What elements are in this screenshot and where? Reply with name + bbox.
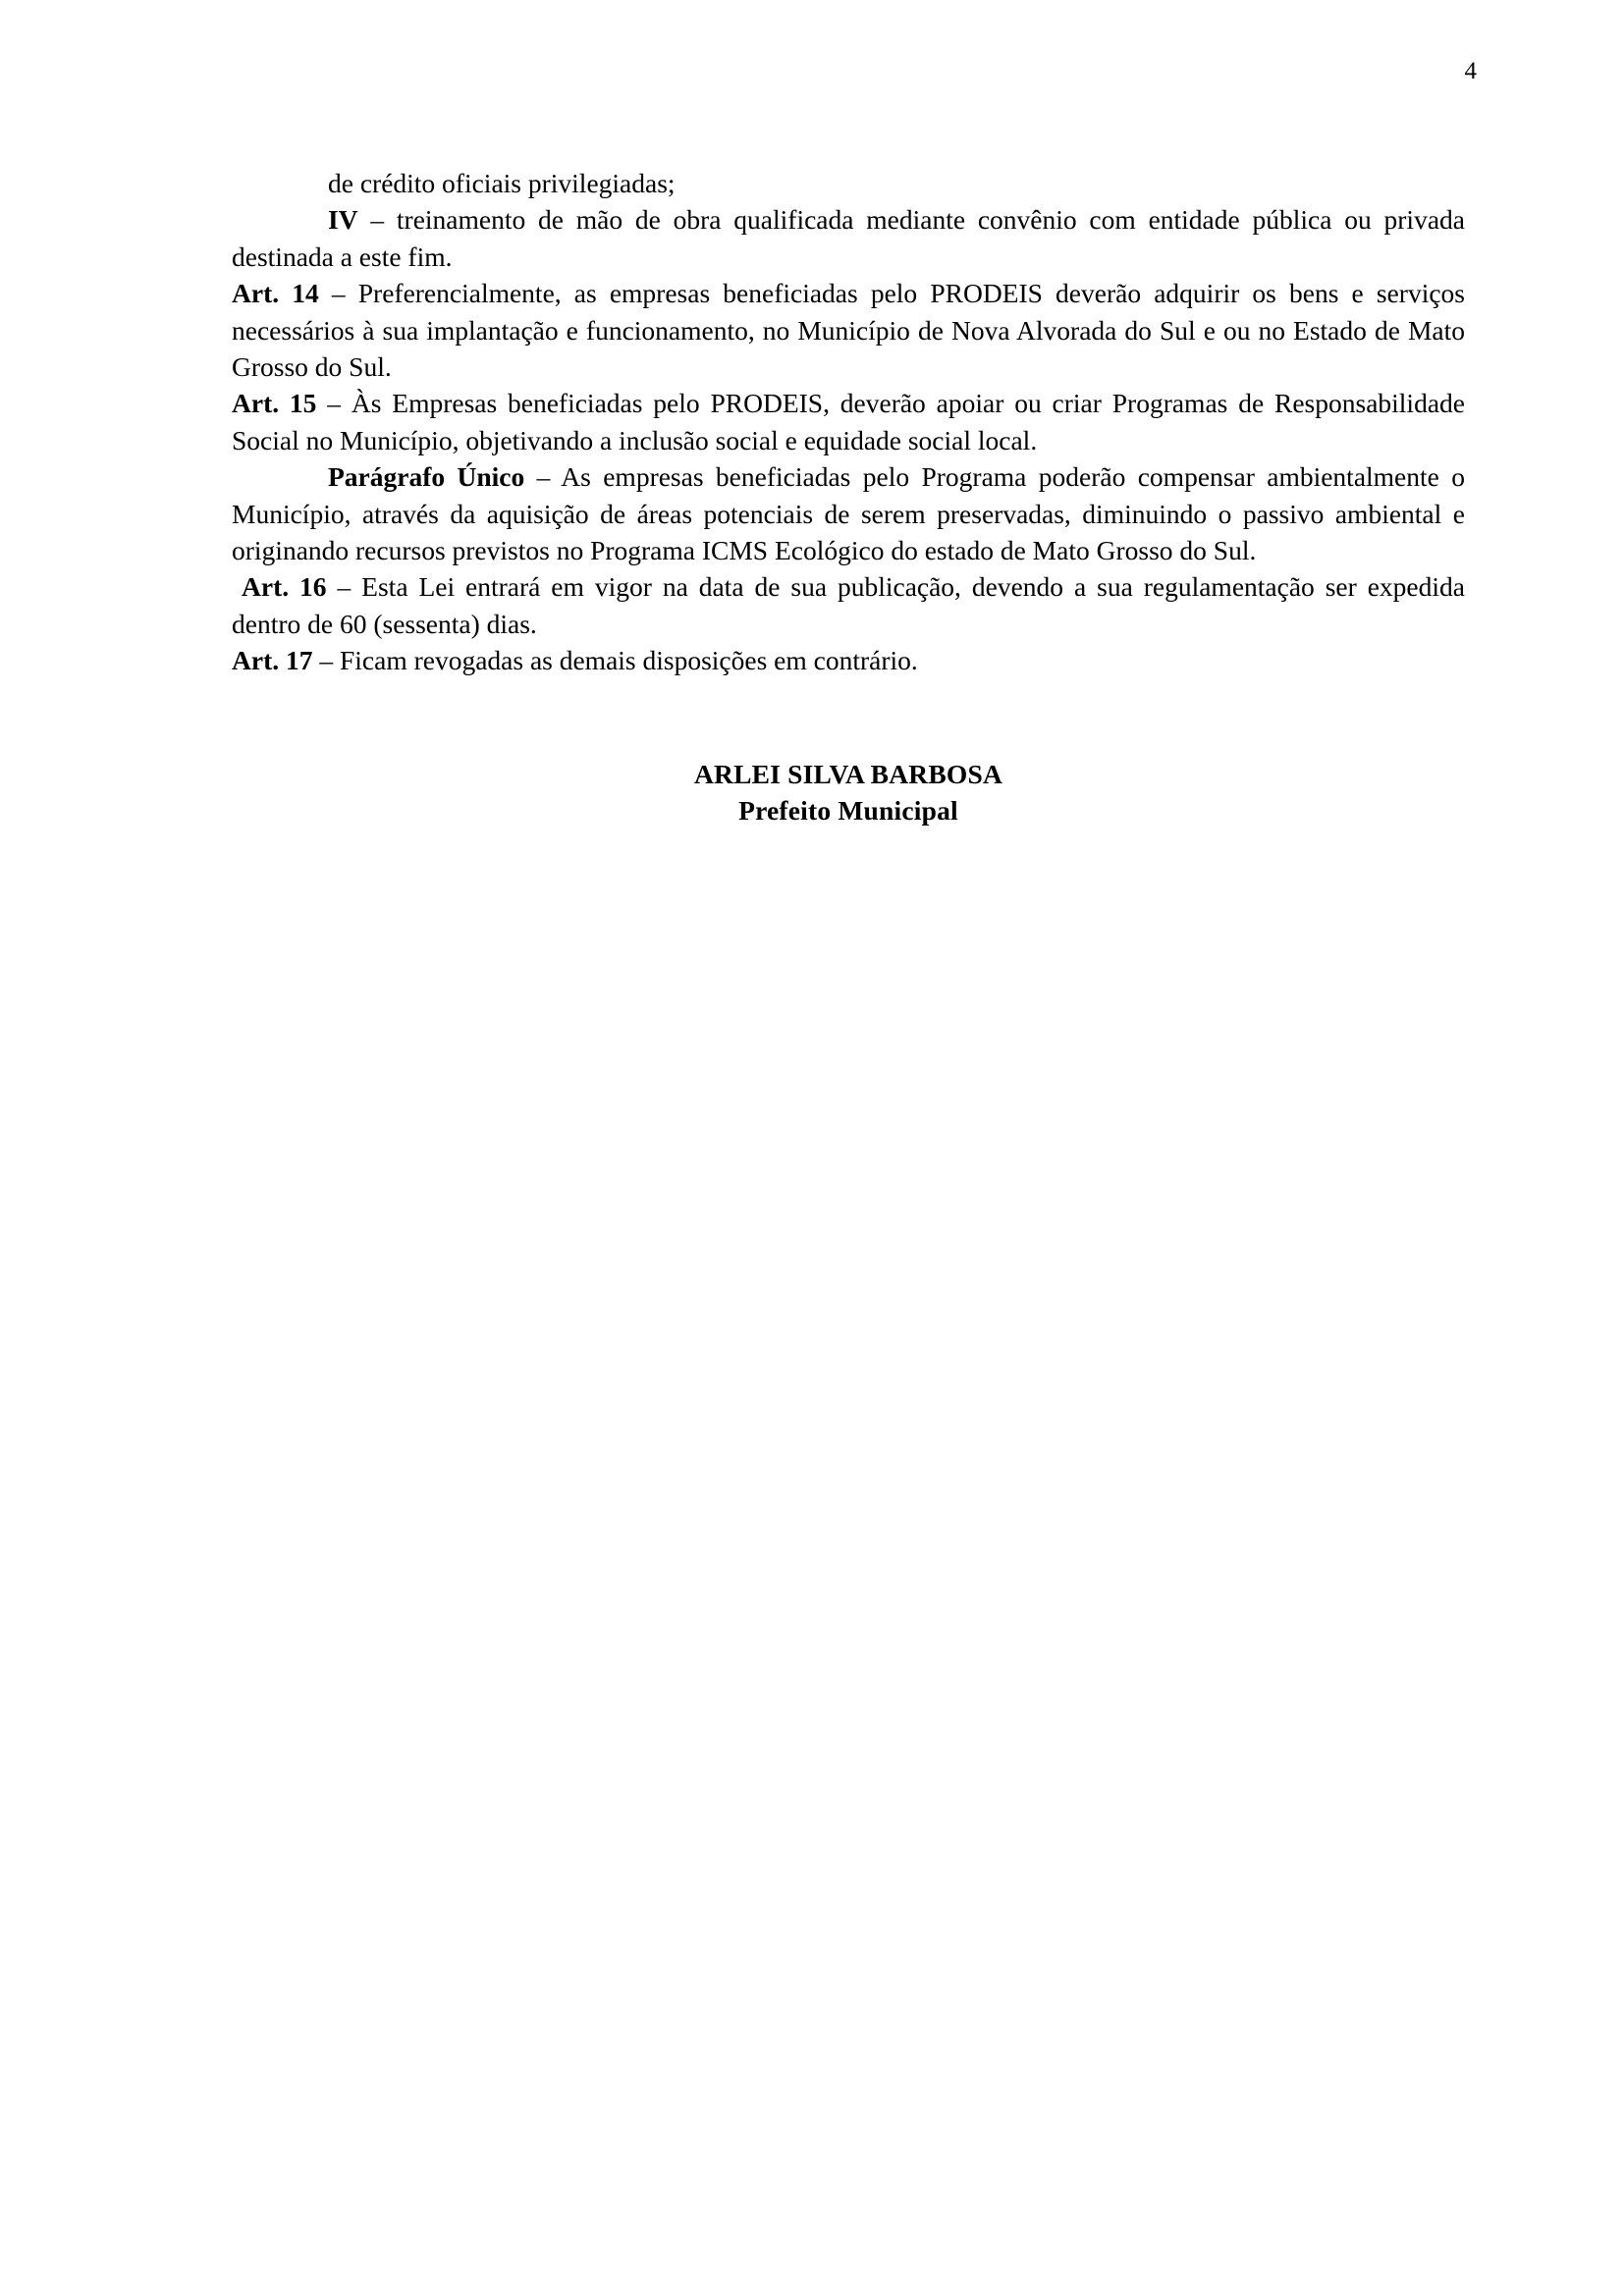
paragraph-paragrafo-unico-text: – As empresas beneficiadas pelo Programa poderão compensar ambientalmente o Município, através da aquisição de áreas potenciais de serem preservadas, diminuindo o passivo ambiental e originando recursos previstos no Programa ICMS Ecológico do estado de Mato Grosso do Sul. xyxy=(232,461,1465,566)
paragraph-item-iv-text: – treinamento de mão de obra qualificada mediante convênio com entidade pública ou privada destinada a este fim. xyxy=(232,204,1465,272)
paragraph-art-14-text: – Preferencialmente, as empresas beneficiadas pelo PRODEIS deverão adquirir os bens e serviços necessários à sua implantação e funcionamento, no Município de Nova Alvorada do Sul e ou no Estado de Mato Grosso do Sul. xyxy=(232,278,1465,383)
paragraph-item-iii-continuation-text: de crédito oficiais privilegiadas; xyxy=(328,168,676,198)
paragraph-item-iv xyxy=(232,201,1465,275)
paragraph-art-16 xyxy=(232,568,1465,642)
paragraph-paragrafo-unico xyxy=(232,458,1465,568)
paragraph-art-17-label: Art. 17 xyxy=(232,645,313,676)
paragraph-art-17 xyxy=(232,642,1465,678)
paragraph-art-15-label: Art. 15 xyxy=(232,388,317,419)
signature-block xyxy=(232,756,1465,829)
paragraph-art-17-text: – Ficam revogadas as demais disposições em contrário. xyxy=(312,645,918,676)
paragraph-item-iii-continuation xyxy=(232,165,1465,201)
paragraph-art-14-label: Art. 14 xyxy=(232,278,319,309)
paragraph-art-16-text: – Esta Lei entrará em vigor na data de sua publicação, devendo a sua regulamentação ser expedida dentro de 60 (sessenta) dias. xyxy=(232,571,1465,639)
paragraph-art-15 xyxy=(232,385,1465,458)
paragraph-art-14 xyxy=(232,275,1465,385)
signatory-name: ARLEI SILVA BARBOSA xyxy=(693,759,1003,789)
paragraph-art-16-label: Art. 16 xyxy=(242,571,327,603)
signatory-role: Prefeito Municipal xyxy=(738,795,958,827)
page-number: 4 xyxy=(1464,58,1477,84)
paragraph-art-15-text: – Às Empresas beneficiadas pelo PRODEIS, deverão apoiar ou criar Programas de Responsabilidade Social no Município, objetivando a inclusão social e equidade social local. xyxy=(232,388,1465,455)
document-body xyxy=(232,165,1465,679)
paragraph-item-iv-label: IV xyxy=(328,204,358,236)
paragraph-paragrafo-unico-label: Parágrafo Único xyxy=(328,461,525,493)
